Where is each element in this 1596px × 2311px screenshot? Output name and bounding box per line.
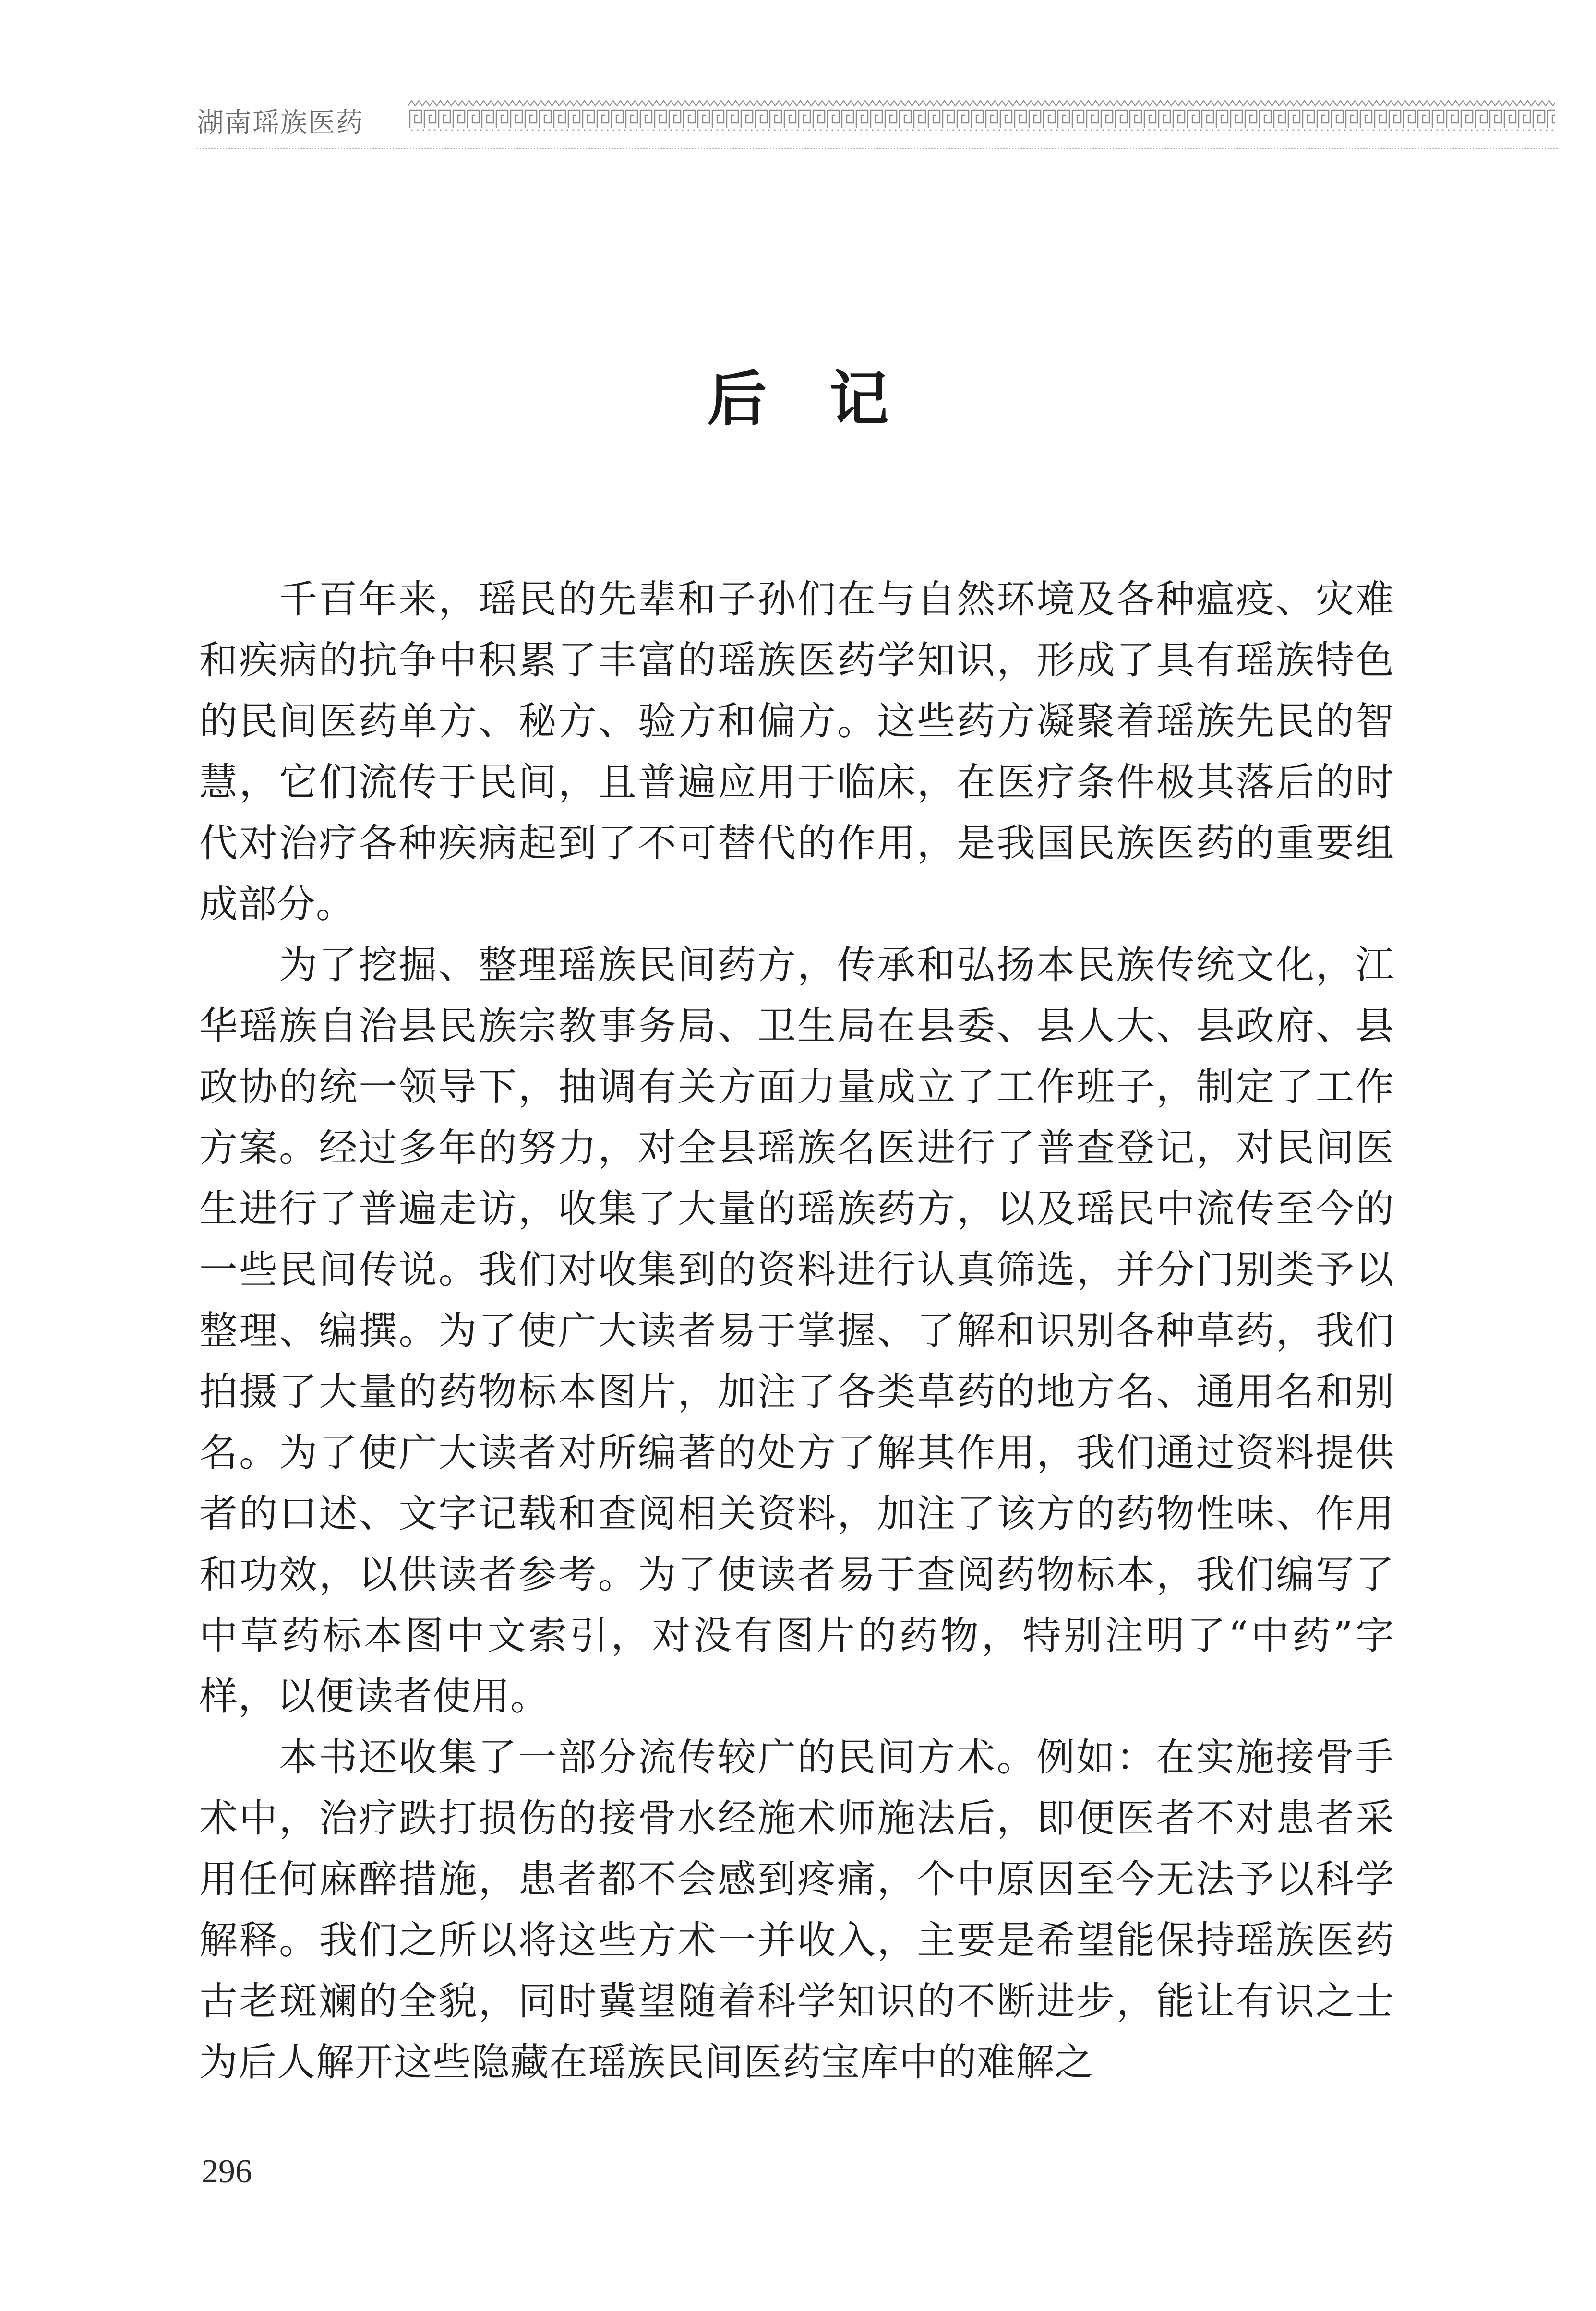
body-text: [199, 569, 1394, 2093]
paragraph-2: 为了挖掘、整理瑶族民间药方，传承和弘扬本民族传统文化，江华瑶族自治县民族宗教事务局、卫生局在县委、县人大、县政府、县政协的统一领导下，抽调有关方面力量成立了工作班子，制定了工作方案。经过多年的努力，对全县瑶族名医进行了普查登记，对民间医生进行了普遍走访，收集了大量的瑶族药方，以及瑶民中流传至今的一些民间传说。我们对收集到的资料进行认真筛选，并分门别类予以整理、编撰。为了使广大读者易于掌握、了解和识别各种草药，我们拍摄了大量的药物标本图片，加注了各类草药的地方名、通用名和别名。为了使广大读者对所编著的处方了解其作用，我们通过资料提供者的口述、文字记载和查阅相关资料，加注了该方的药物性味、作用和功效，以供读者参考。为了使读者易于查阅药物标本，我们编写了中草药标本图中文索引，对没有图片的药物，特别注明了“中药”字样，以便读者使用。: [199, 943, 1394, 1719]
chapter-title: 后记: [707, 365, 951, 434]
paragraph-1: 千百年来，瑶民的先辈和子孙们在与自然环境及各种瘟疫、灾难和疾病的抗争中积累了丰富的瑶族医药学知识，形成了具有瑶族特色的民间医药单方、秘方、验方和偏方。这些药方凝聚着瑶族先民的智慧，它们流传于民间，且普遍应用于临床，在医疗条件极其落后的时代对治疗各种疾病起到了不可替代的作用，是我国民族医药的重要组成部分。: [199, 577, 1394, 926]
running-header-title: 湖南瑶族医药: [197, 108, 364, 139]
header-ornament-band: [408, 100, 1555, 132]
paragraph-3: 本书还收集了一部分流传较广的民间方术。例如：在实施接骨手术中，治疗跌打损伤的接骨水经施术师施法后，即便医者不对患者采用任何麻醉措施，患者都不会感到疼痛，个中原因至今无法予以科学解释。我们之所以将这些方术一并收入，主要是希望能保持瑶族医药古老斑斓的全貌，同时冀望随着科学知识的不断进步，能让有识之士为后人解开这些隐藏在瑶族民间医药宝库中的难解之: [199, 1735, 1394, 2084]
header-divider: [197, 148, 1558, 149]
page-number: 296: [202, 2153, 252, 2190]
running-header: [197, 91, 1558, 149]
